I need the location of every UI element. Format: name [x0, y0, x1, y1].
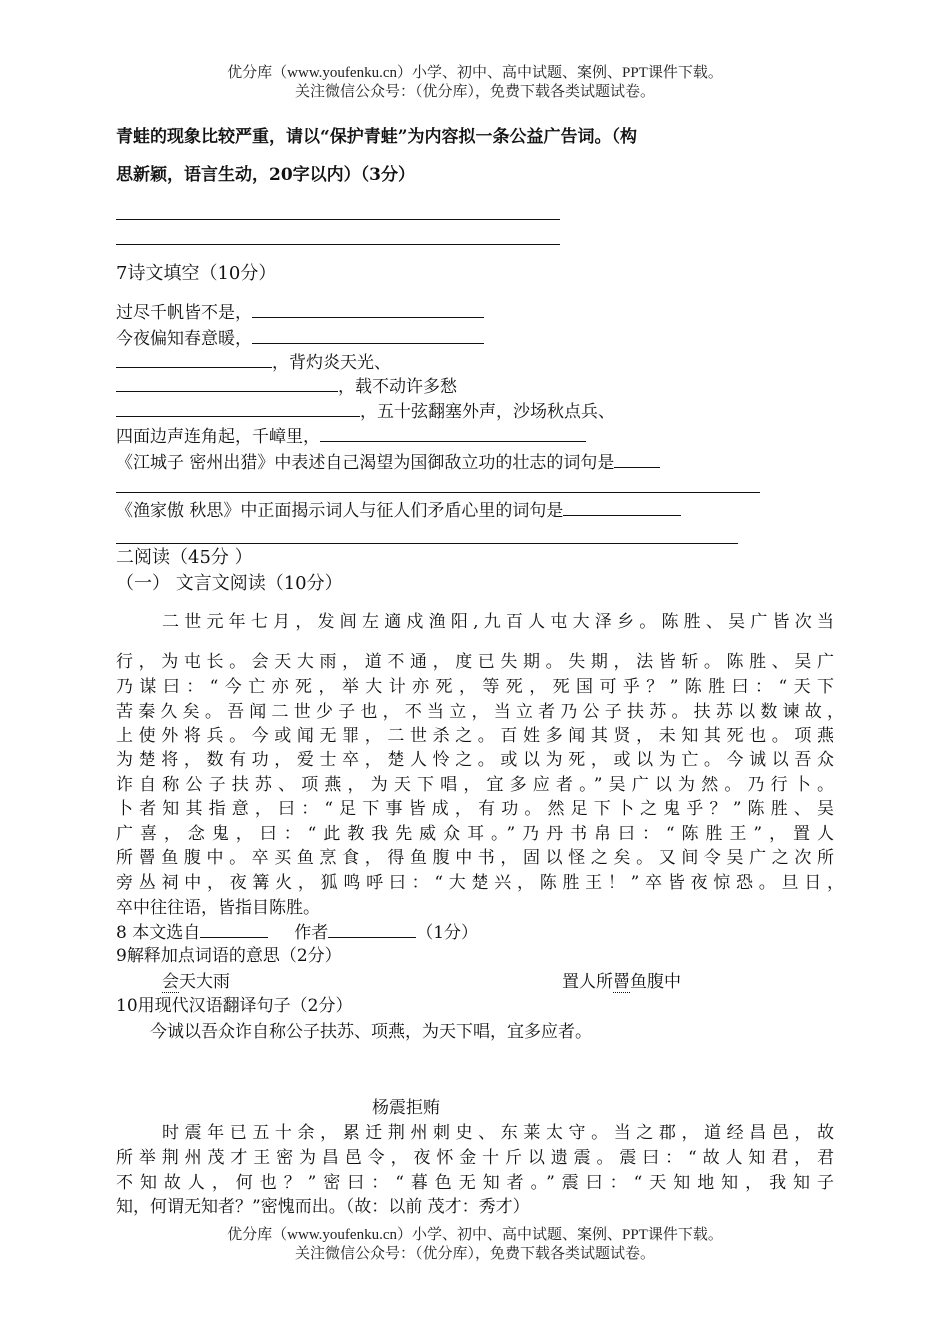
page-header [0, 64, 950, 102]
section-2-subtitle: （一） 文言文阅读（10分） [116, 573, 343, 594]
source-blank[interactable] [200, 920, 268, 938]
author-blank[interactable] [328, 920, 416, 938]
passage1-line-11: 旁丛祠中，夜篝火，狐鸣呼曰：“大楚兴，陈胜王！”卒皆夜惊恐。旦日， [116, 873, 844, 893]
answer-line-3 [116, 492, 760, 493]
q7-line-3-text: ，背灼炎天光、 [272, 353, 391, 373]
q7-line-6-text: 四面边声连角起，千嶂里， [116, 427, 320, 447]
q7-line-5-text: ，五十弦翻塞外声，沙场秋点兵、 [360, 402, 615, 422]
fill-blank[interactable] [116, 399, 360, 417]
q9-word-1 [162, 971, 230, 993]
q9-word-1-post: 天大雨 [179, 972, 230, 992]
passage2-line-2: 所举荆州茂才王密为昌邑令，夜怀金十斤以遗震。震曰：“故人知君，君 [116, 1148, 834, 1168]
section-2-title: 二阅读（45分 ） [116, 547, 253, 568]
q7-line-6 [116, 424, 586, 448]
q10-sentence: 今诚以吾众诈自称公子扶苏、项燕，为天下唱，宜多应者。 [150, 1022, 592, 1042]
passage2-line-3: 不知故人，何也？”密曰：“暮色无知者。”震曰：“天知地知，我知子 [116, 1173, 834, 1193]
q8-score: （1分） [416, 923, 479, 943]
q7-line-7 [116, 450, 660, 474]
fill-blank[interactable] [116, 350, 272, 368]
q9-word-2-post: 鱼腹中 [630, 972, 681, 992]
q7-line-1 [116, 300, 484, 324]
q7-line-7-text: 《江城子 密州出猎》中表述自己渴望为国御敌立功的壮志的词句是 [116, 453, 615, 473]
fill-blank[interactable] [252, 300, 484, 318]
q9-word-2 [562, 971, 681, 993]
fill-blank[interactable] [320, 424, 586, 442]
q8-author-label: 作者 [294, 923, 329, 943]
q9-word-2-pre: 置人所 [562, 972, 613, 992]
q7-line-2-text: 今夜偏知春意暖， [116, 329, 252, 349]
q6-line-1: 青蛙的现象比较严重，请以“保护青蛙”为内容拟一条公益广告词。（构 [116, 127, 638, 147]
passage1-line-6: 为楚将，数有功，爱士卒，楚人怜之。或以为死，或以为亡。今诚以吾众 [116, 750, 834, 770]
q10-title: 10用现代汉语翻译句子（2分） [116, 996, 353, 1016]
q7-title: 7诗文填空（10分） [116, 263, 277, 284]
passage1-line-8: 卜者知其指意，曰：“足下事皆成，有功。然足下卜之鬼乎？”陈胜、吴 [116, 799, 834, 819]
q9-title: 9解释加点词语的意思（2分） [116, 946, 342, 966]
q6-line-2: 思新颖，语言生动，20字以内）（3分） [116, 165, 415, 185]
answer-line-1 [116, 219, 560, 220]
answer-line-2 [116, 244, 560, 245]
page-footer [0, 1226, 950, 1264]
answer-line-4 [116, 543, 738, 544]
passage2-line-1: 时震年已五十余，累迁荆州刺史、东莱太守。当之郡，道经昌邑，故 [162, 1123, 834, 1143]
passage1-line-12: 卒中往往语，皆指目陈胜。 [116, 898, 320, 918]
header-line-1: 优分库（www.youfenku.cn）小学、初中、高中试题、案例、PPT课件下载。 [227, 65, 723, 81]
footer-line-1: 优分库（www.youfenku.cn）小学、初中、高中试题、案例、PPT课件下载。 [227, 1227, 723, 1243]
q7-line-3 [116, 350, 391, 374]
fill-blank[interactable] [563, 498, 681, 516]
fill-blank[interactable] [252, 326, 484, 344]
header-line-2: 关注微信公众号：（优分库），免费下载各类试题试卷。 [294, 84, 655, 100]
q9-word-2-dotted: 罾 [613, 972, 630, 992]
q7-line-8 [116, 498, 681, 522]
passage1-line-9: 广喜，念鬼，曰：“此教我先威众耳。”乃丹书帛曰：“陈胜王”，置人 [116, 824, 834, 844]
q7-line-5 [116, 399, 615, 423]
q7-line-2 [116, 326, 484, 350]
q7-line-4 [116, 374, 457, 398]
passage1-line-2: 行，为屯长。会天大雨，道不通，度已失期。失期，法皆斩。陈胜、吴广 [116, 652, 834, 672]
passage2-title: 杨震拒贿 [372, 1098, 440, 1118]
q7-line-8-text: 《渔家傲 秋思》中正面揭示词人与征人们矛盾心里的词句是 [116, 501, 564, 521]
q9-word-1-dotted: 会 [162, 972, 179, 992]
q7-line-1-text: 过尽千帆皆不是， [116, 303, 252, 323]
q8 [116, 920, 478, 944]
passage1-line-1: 二世元年七月，发闾左適戍渔阳,九百人屯大泽乡。陈胜、吴广皆次当 [162, 612, 834, 632]
q7-line-4-text: ，载不动许多愁 [338, 377, 457, 397]
q8-label: 8 本文选自 [116, 923, 201, 943]
passage1-line-7: 诈自称公子扶苏、项燕，为天下唱，宜多应者。”吴广以为然。乃行卜。 [116, 775, 834, 795]
fill-blank[interactable] [614, 450, 660, 468]
passage2-line-4: 知，何谓无知者？”密愧而出。（故：以前 茂才：秀才） [116, 1197, 530, 1217]
footer-line-2: 关注微信公众号：（优分库），免费下载各类试题试卷。 [294, 1246, 655, 1262]
passage1-line-5: 上使外将兵。今或闻无罪，二世杀之。百姓多闻其贤，未知其死也。项燕 [116, 726, 834, 746]
passage1-line-4: 苦秦久矣。吾闻二世少子也，不当立，当立者乃公子扶苏。扶苏以数谏故， [116, 702, 844, 722]
passage1-line-3: 乃谋曰：“今亡亦死，举大计亦死，等死，死国可乎？”陈胜曰：“天下 [116, 677, 834, 697]
fill-blank[interactable] [116, 374, 338, 392]
passage1-line-10: 所罾鱼腹中。卒买鱼烹食，得鱼腹中书，固以怪之矣。又间令吴广之次所 [116, 848, 834, 868]
